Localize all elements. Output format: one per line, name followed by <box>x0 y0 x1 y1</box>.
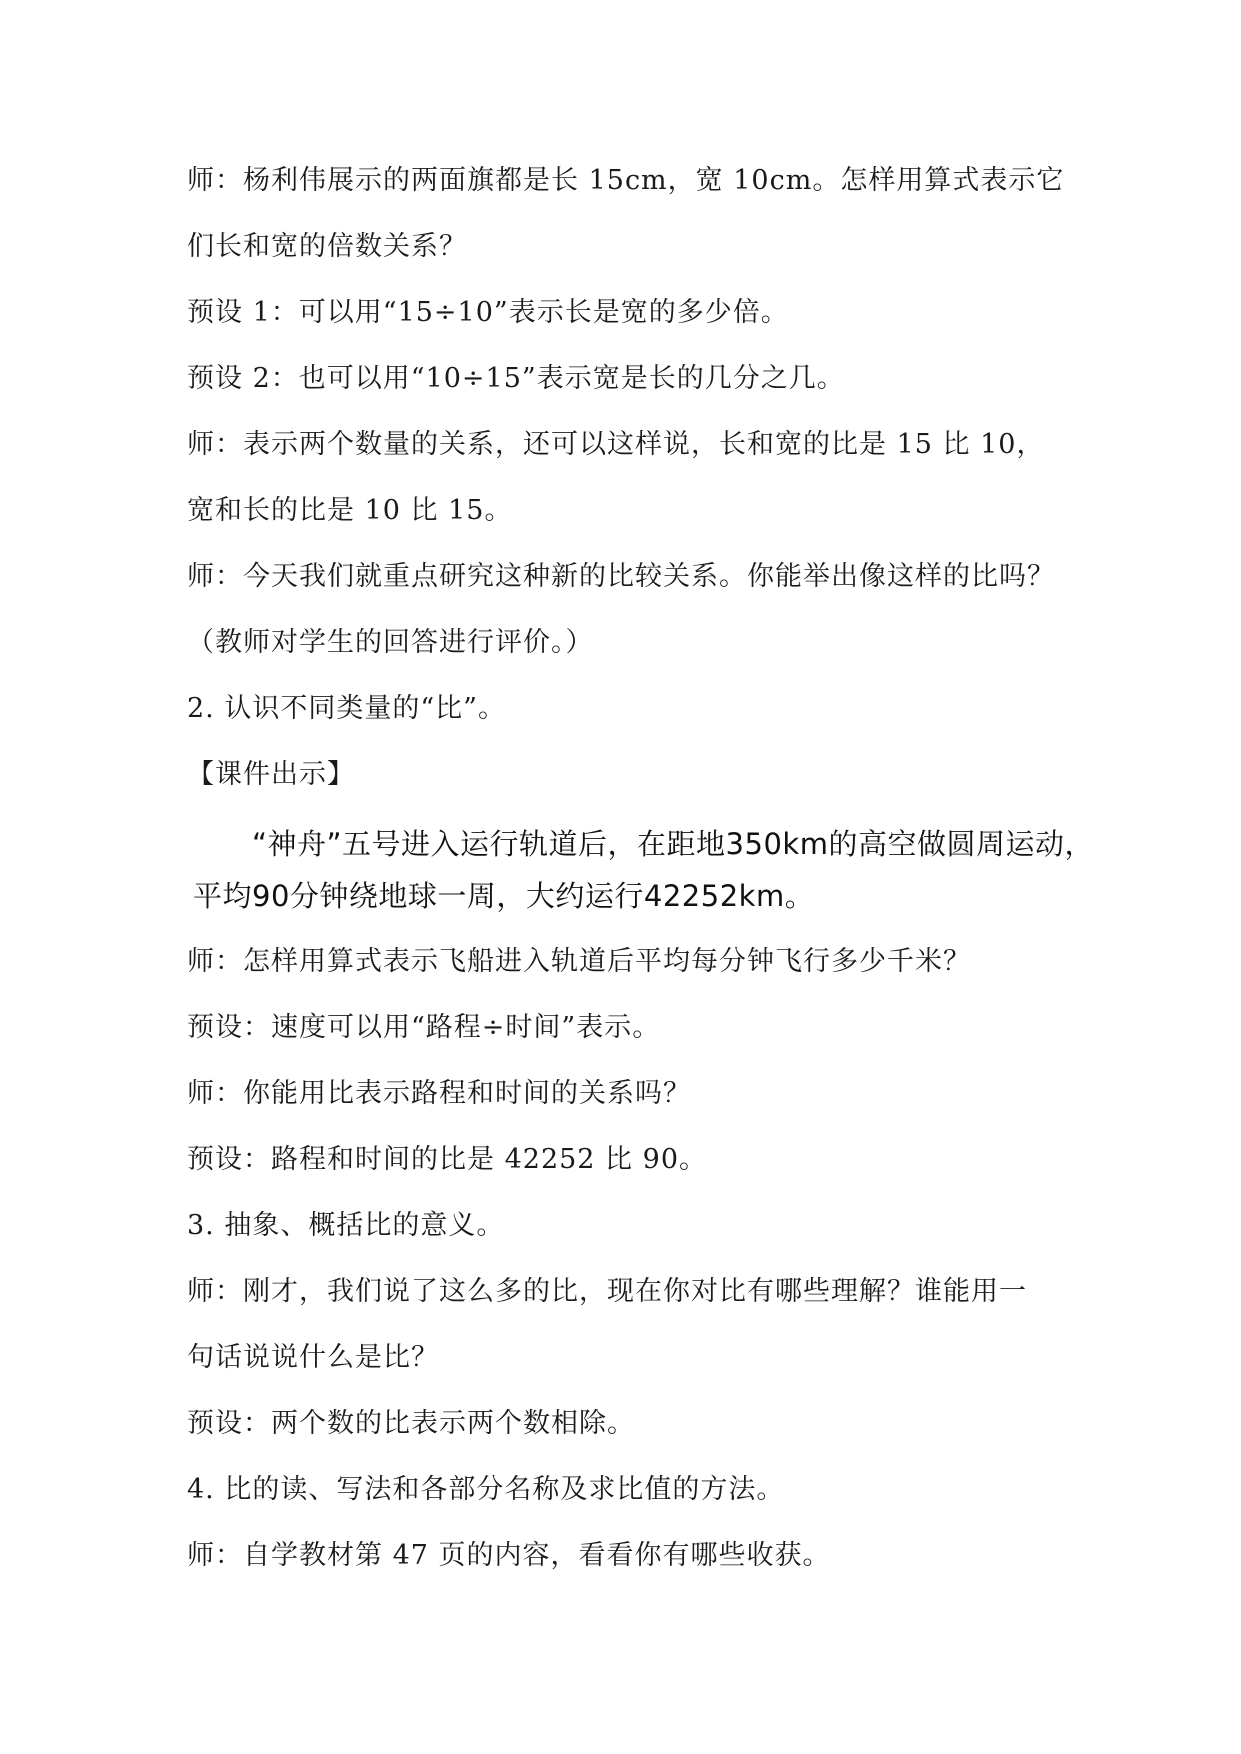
courseware-label: 【课件出示】 <box>187 759 355 790</box>
paragraph-line: 宽和长的比是 10 比 15。 <box>187 495 513 526</box>
paragraph-line: 师：表示两个数量的关系，还可以这样说，长和宽的比是 15 比 10， <box>187 429 1045 460</box>
paragraph-line: 句话说说什么是比？ <box>187 1342 439 1373</box>
section-heading: 4. 比的读、写法和各部分名称及求比值的方法。 <box>187 1474 785 1505</box>
paragraph-line: 师：你能用比表示路程和时间的关系吗？ <box>187 1078 691 1109</box>
paragraph-line: 预设：路程和时间的比是 42252 比 90。 <box>187 1144 707 1175</box>
paragraph-line: 师：自学教材第 47 页的内容，看看你有哪些收获。 <box>187 1540 831 1571</box>
paragraph-line: 预设 1：可以用“15÷10”表示长是宽的多少倍。 <box>187 297 789 328</box>
section-heading: 2. 认识不同类量的“比”。 <box>187 693 506 724</box>
paragraph-line: 师：今天我们就重点研究这种新的比较关系。你能举出像这样的比吗？ <box>187 561 1055 592</box>
courseware-text-line: 平均90分钟绕地球一周，大约运行42252km。 <box>193 879 815 913</box>
paragraph-line: 师：刚才，我们说了这么多的比，现在你对比有哪些理解？谁能用一 <box>187 1276 1027 1307</box>
paragraph-line: 师：怎样用算式表示飞船进入轨道后平均每分钟飞行多少千米？ <box>187 946 971 977</box>
paragraph-line: 预设：速度可以用“路程÷时间”表示。 <box>187 1012 661 1043</box>
section-heading: 3. 抽象、概括比的意义。 <box>187 1210 505 1241</box>
paragraph-line: 师：杨利伟展示的两面旗都是长 15cm，宽 10cm。怎样用算式表示它 <box>187 165 1065 196</box>
paragraph-line: 预设 2：也可以用“10÷15”表示宽是长的几分之几。 <box>187 363 845 394</box>
paragraph-line: （教师对学生的回答进行评价。） <box>187 627 594 658</box>
paragraph-line: 们长和宽的倍数关系？ <box>187 231 467 262</box>
paragraph-line: 预设：两个数的比表示两个数相除。 <box>187 1408 635 1439</box>
courseware-text-line: “神舟”五号进入运行轨道后，在距地350km的高空做圆周运动， <box>193 827 1094 861</box>
